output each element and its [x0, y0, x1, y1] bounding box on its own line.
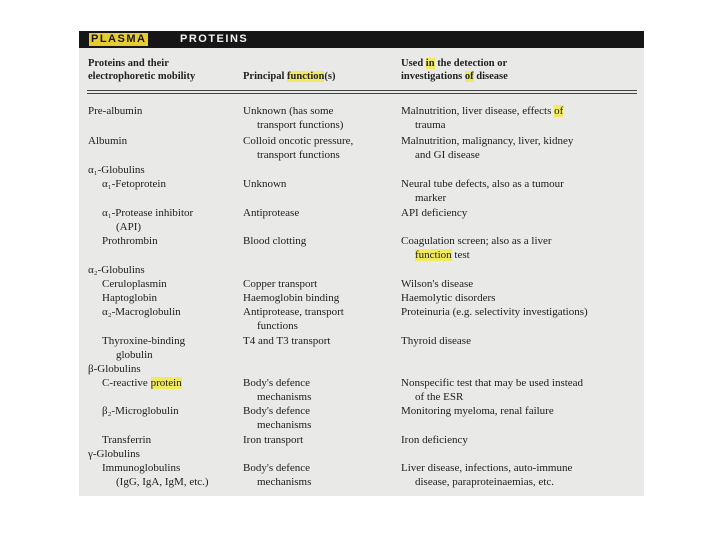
column-header-proteins: Proteins and their electrophoretic mobility: [88, 58, 196, 82]
title-text: PROTEINS: [180, 33, 249, 45]
plasma-proteins-table: PLASMA PROTEINS Proteins and their electrophoretic mobility Principal function(s) Used in the detection or investigations of disease Pre-albumin Unknown (has some transport functions) Malnutrition, liver disease, effects of trauma Albumin Colloid oncotic pressure, transport functions Malnutrition, malignancy, liver, kidney and GI disease α₁-Globulins α₁-Fetoprotein Unknown Neural tube defects, also as a tumour marker α₁-Protease inhibitor (API) Antiprotease API deficiency Prothrombin Blood clotting Coagulation screen; also as a liver function test α₂-Globulins Ceruloplasmin Copper transport Wilson's disease Haptoglobin Haemoglobin binding Haemolytic disorders α₂-Macroglobulin Antiprotease, transport functions Proteinuria (e.g. selectivity investigations) Thyroxine-binding globulin T4 and T3 transport Thyroid disease β-Globulins C-reactive protein Body's defence mechanisms Nonspecific test that may be used instead of the ESR β₂-Microglobulin Body's defence mechanisms Monitoring myeloma, renal failure Transferrin Iron transport Iron deficiency γ-Globulins Immunoglobulins (IgG, IgA, IgM, etc.) Body's defence mechanisms Liver disease, infections, auto-immune disease, paraproteinaemias, etc.: [79, 31, 644, 496]
title-highlight: PLASMA: [91, 33, 147, 45]
column-header-disease: Used in the detection or investigations of disease: [401, 58, 508, 82]
title-bar: [79, 31, 644, 48]
column-header-function: Principal function(s): [243, 71, 336, 82]
header-rule-bottom: [87, 93, 637, 94]
header-rule-top: [87, 90, 637, 91]
